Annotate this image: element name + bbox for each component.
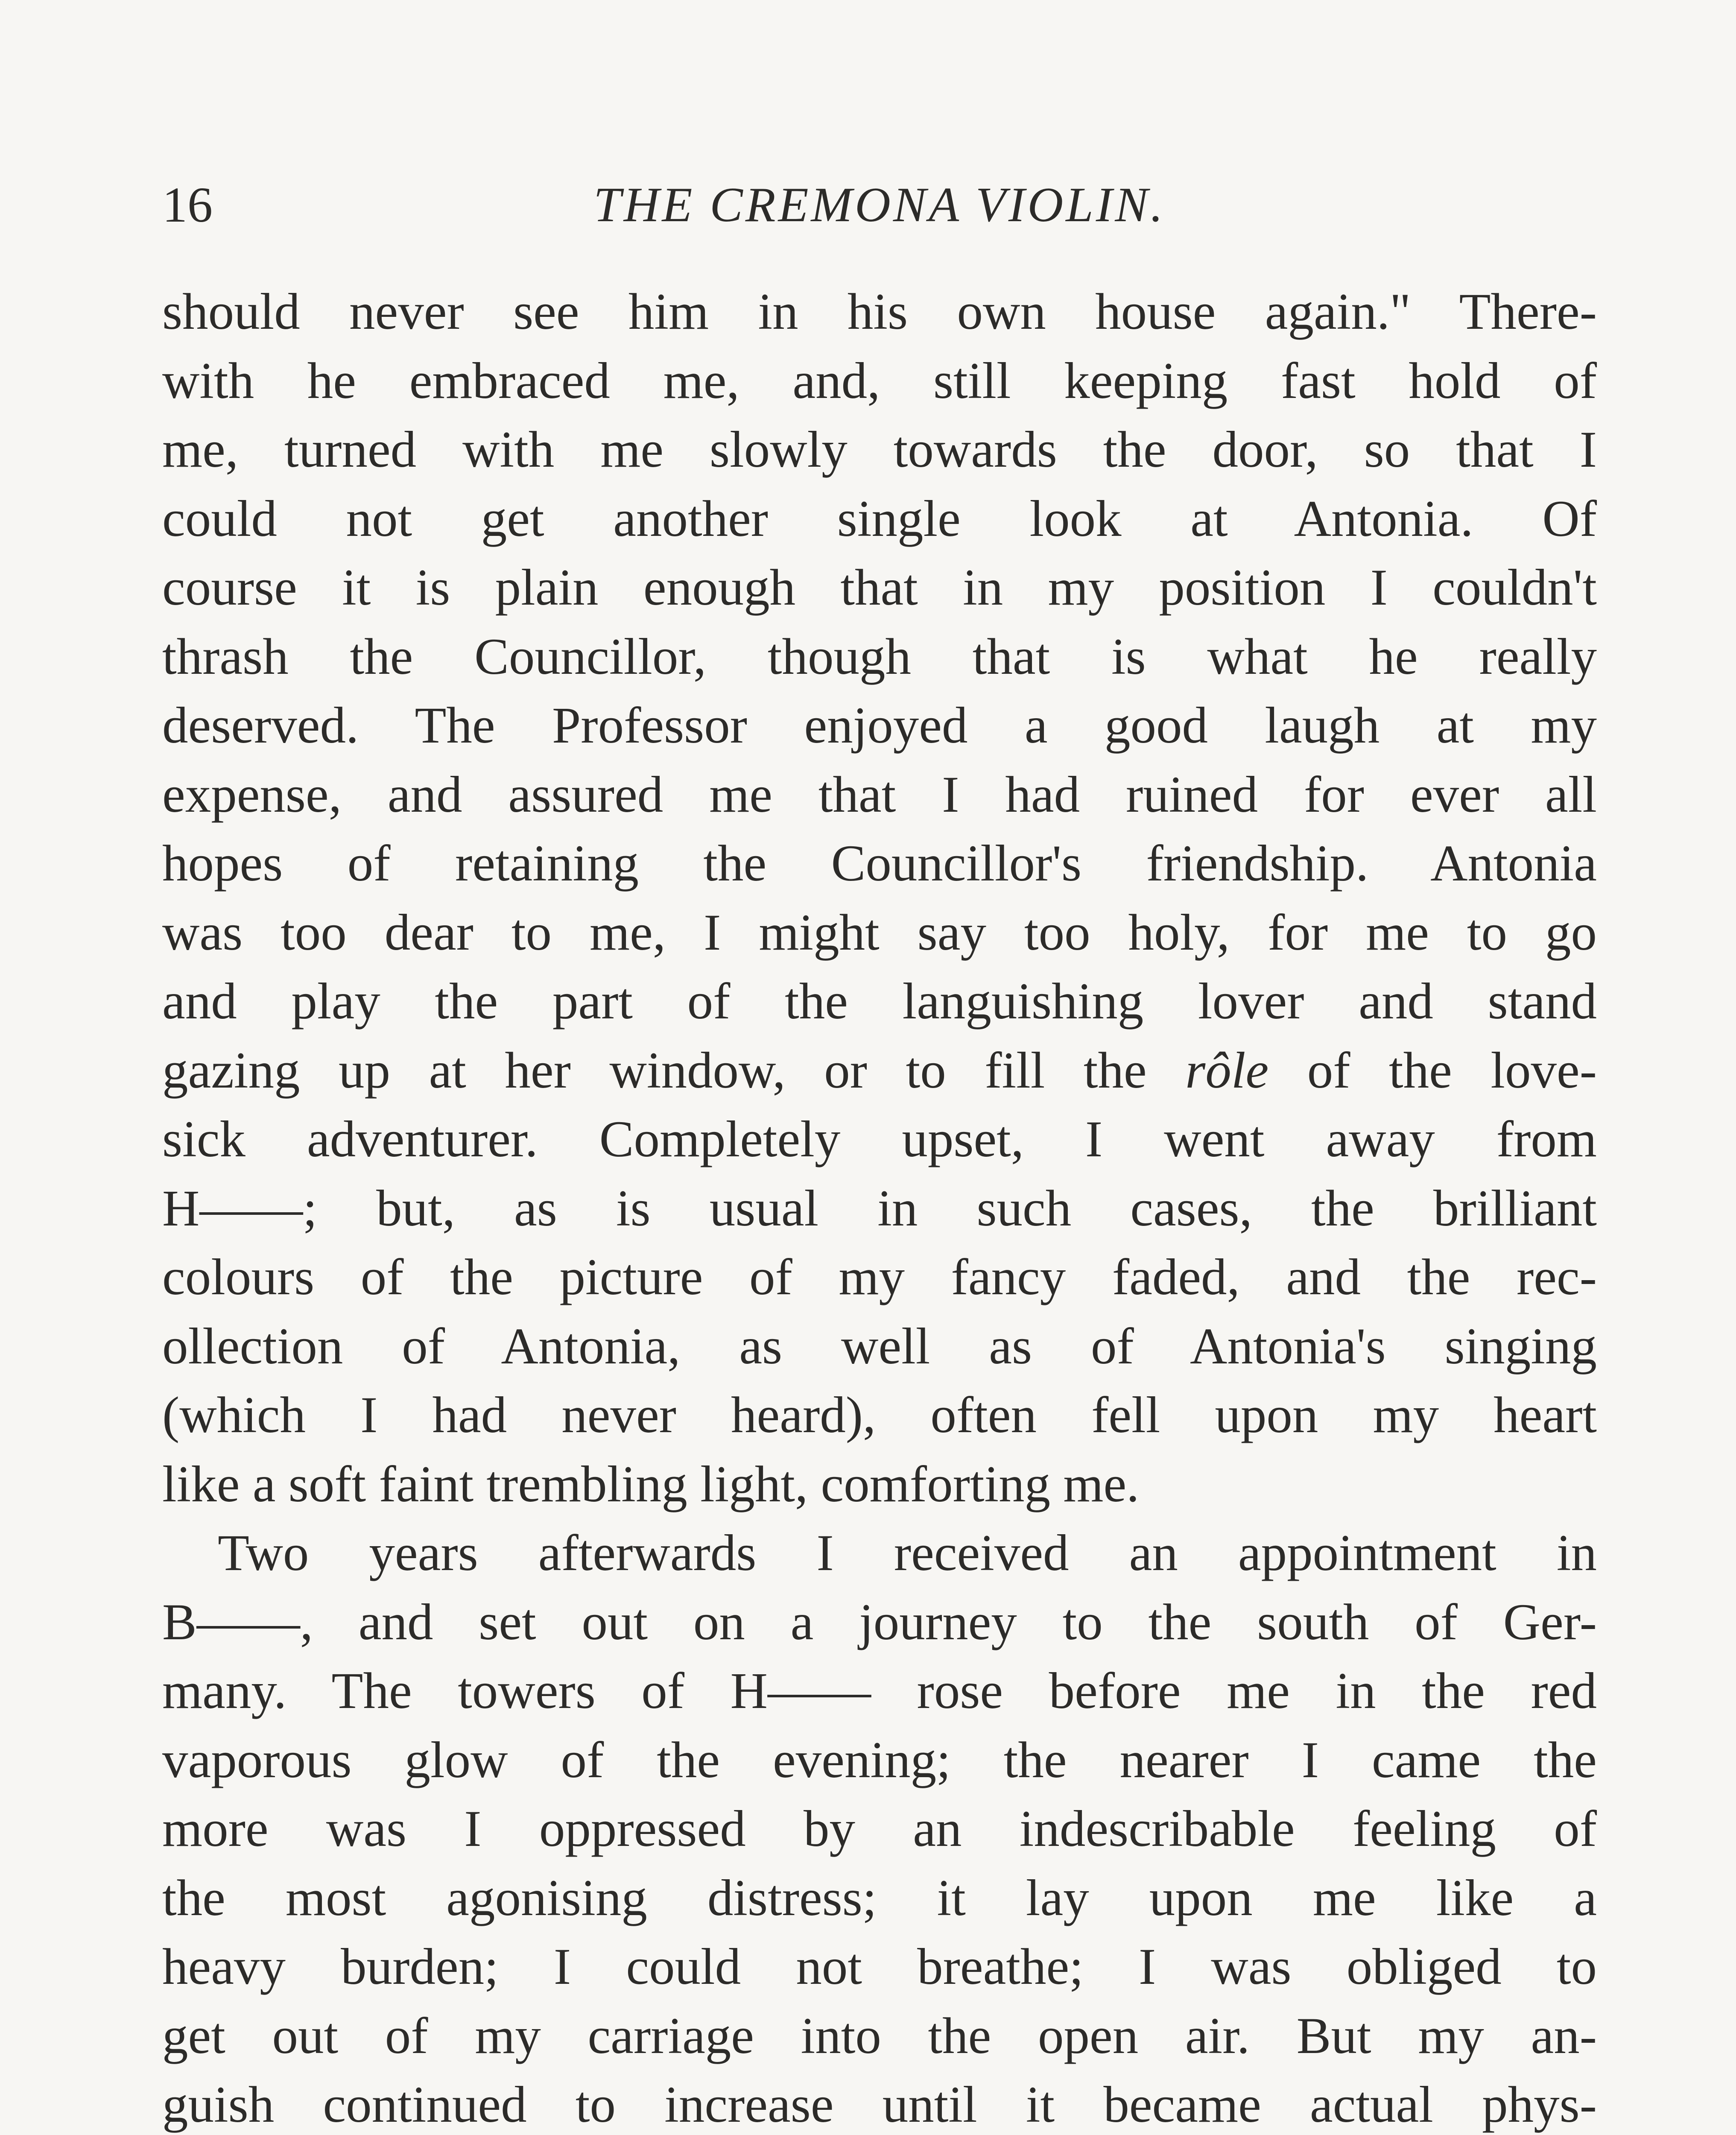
text-line: me, turned with me slowly towards the door, so that I	[162, 421, 1597, 478]
text-line: was too dear to me, I might say too holy, for me to go	[162, 904, 1597, 961]
page-header	[162, 171, 1597, 239]
text-line: thrash the Councillor, though that is what he really	[162, 628, 1597, 685]
text-line: heavy burden; I could not breathe; I was obliged to	[162, 1938, 1597, 1995]
text-line: like a soft faint trembling light, comforting me.	[162, 1455, 1140, 1513]
text-line: Two years afterwards I received an appointment in	[218, 1524, 1597, 1582]
text-line: expense, and assured me that I had ruined for ever all	[162, 766, 1597, 823]
text-line: hopes of retaining the Councillor's friendship. Antonia	[162, 835, 1597, 892]
text-line: (which I had never heard), often fell upon my heart	[162, 1386, 1597, 1444]
text-line: H——; but, as is usual in such cases, the brilliant	[162, 1179, 1597, 1237]
running-title: THE CREMONA VIOLIN.	[593, 178, 1166, 232]
text-line: ollection of Antonia, as well as of Antonia's singing	[162, 1317, 1597, 1375]
text-segment: gazing up at her window, or to fill the	[162, 1041, 1186, 1099]
text-line: the most agonising distress; it lay upon me like a	[162, 1869, 1597, 1927]
text-line: B——, and set out on a journey to the south of Ger-	[162, 1593, 1597, 1651]
text-line: many. The towers of H—— rose before me in the red	[162, 1662, 1597, 1720]
text-segment: of the love-	[1268, 1041, 1597, 1099]
text-line: more was I oppressed by an indescribable feeling of	[162, 1800, 1597, 1857]
text-line: vaporous glow of the evening; the nearer I came the	[162, 1731, 1597, 1789]
text-line: course it is plain enough that in my position I couldn't	[162, 559, 1597, 616]
text-line: with he embraced me, and, still keeping fast hold of	[162, 352, 1597, 409]
text-line: get out of my carriage into the open air. But my an-	[162, 2007, 1597, 2065]
text-line: and play the part of the languishing lover and stand	[162, 973, 1597, 1030]
text-line: guish continued to increase until it became actual phys-	[162, 2076, 1597, 2133]
body-text	[162, 278, 1597, 2135]
text-line: sick adventurer. Completely upset, I went away from	[162, 1111, 1597, 1168]
text-line: colours of the picture of my fancy faded, and the rec-	[162, 1249, 1597, 1306]
text-line: could not get another single look at Antonia. Of	[162, 490, 1597, 547]
text-line: deserved. The Professor enjoyed a good laugh at my	[162, 697, 1597, 754]
text-line	[162, 1036, 1597, 1106]
italic-word: rôle	[1185, 1041, 1269, 1099]
page-number: 16	[162, 177, 213, 233]
text-line: should never see him in his own house again." There-	[162, 283, 1597, 340]
